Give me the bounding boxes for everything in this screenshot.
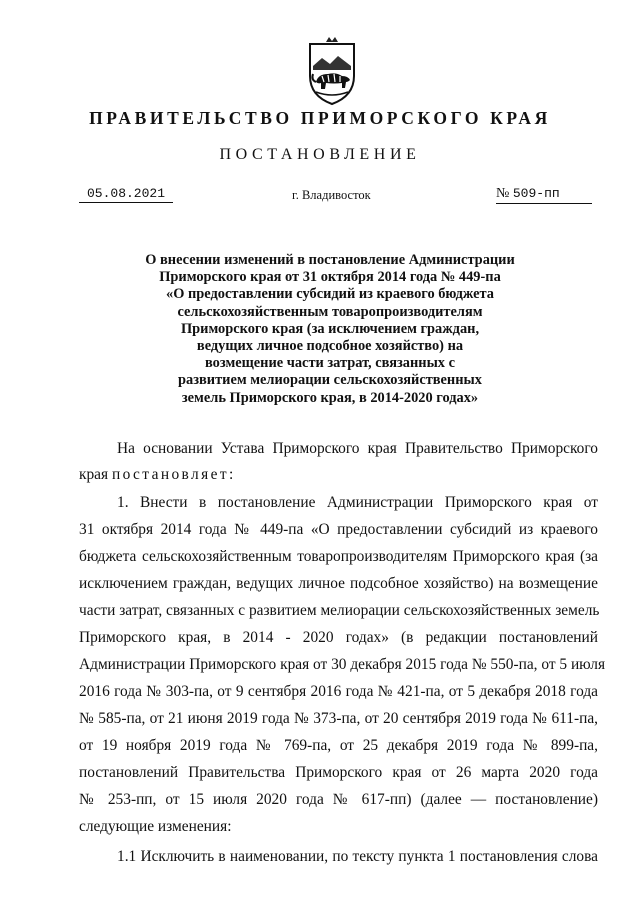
number-sign: № (496, 186, 510, 201)
body-line: части затрат, связанных с развитием мелиорации сельскохозяйственных земель (79, 602, 600, 619)
body-line: 1.1 Исключить в наименовании, по тексту пункта 1 постановления слова (117, 848, 598, 865)
document-heading (120, 252, 540, 407)
body-line: исключением граждан, ведущих личное подсобное хозяйство) на возмещение (79, 575, 598, 592)
heading-line: Приморского края (за исключением граждан, (180, 320, 480, 337)
heading-line: возмещение части затрат, связанных с (205, 355, 455, 372)
body-line: Администрации Приморского края от 30 декабря 2015 года № 550-па, от 5 июля (79, 656, 606, 673)
body-line: 1. Внести в постановление Администрации Приморского края от (117, 494, 598, 511)
coat-of-arms-emblem (300, 36, 364, 108)
body-line: На основании Устава Приморского края Правительство Приморского (117, 440, 598, 457)
body-line: постановлений Правительства Приморского края от 26 марта 2020 года (79, 764, 598, 781)
heading-line: земель Приморского края, в 2014-2020 годах» (181, 389, 479, 406)
resolves-word: постановляет (111, 466, 229, 483)
heading-line: Приморского края от 31 октября 2014 года № 449-па (159, 269, 501, 286)
document-date: 05.08.2021 (79, 186, 173, 203)
body-line: бюджета сельскохозяйственным товаропроизводителям Приморского края (за (79, 548, 598, 565)
document-city: г. Владивосток (292, 188, 371, 202)
heading-line: «О предоставлении субсидий из краевого бюджета (166, 286, 494, 303)
body-line: № 253-пп, от 15 июля 2020 года № 617-пп) (далее — постановление) (79, 791, 598, 808)
body-line: № 585-па, от 21 июня 2019 года № 373-па, от 20 сентября 2019 года № 611-па, (79, 710, 598, 727)
body-line: 31 октября 2014 года № 449-па «О предоставлении субсидий из краевого (79, 521, 598, 538)
document-number-field (496, 186, 592, 204)
heading-line: сельскохозяйственным товаропроизводителям (177, 303, 483, 320)
document-number: 509-пп (512, 186, 560, 201)
heading-line: О внесении изменений в постановление Администрации (145, 252, 515, 268)
heading-line: развитием мелиорации сельскохозяйственных (178, 372, 482, 389)
body-line: 2016 года № 303-па, от 9 сентября 2016 года № 421-па, от 5 декабря 2018 года (79, 683, 598, 700)
body-line: края постановляет: (79, 466, 234, 483)
body-line: Приморского края, в 2014 - 2020 годах» (в редакции постановлений (79, 629, 598, 646)
body-line: следующие изменения: (79, 818, 232, 835)
heading-line: ведущих личное подсобное хозяйство) на (196, 338, 464, 355)
body-line: от 19 ноября 2019 года № 769-па, от 25 декабря 2019 года № 899-па, (79, 737, 598, 754)
document-type: ПОСТАНОВЛЕНИЕ (219, 146, 421, 163)
government-title: ПРАВИТЕЛЬСТВО ПРИМОРСКОГО КРАЯ (89, 108, 551, 128)
